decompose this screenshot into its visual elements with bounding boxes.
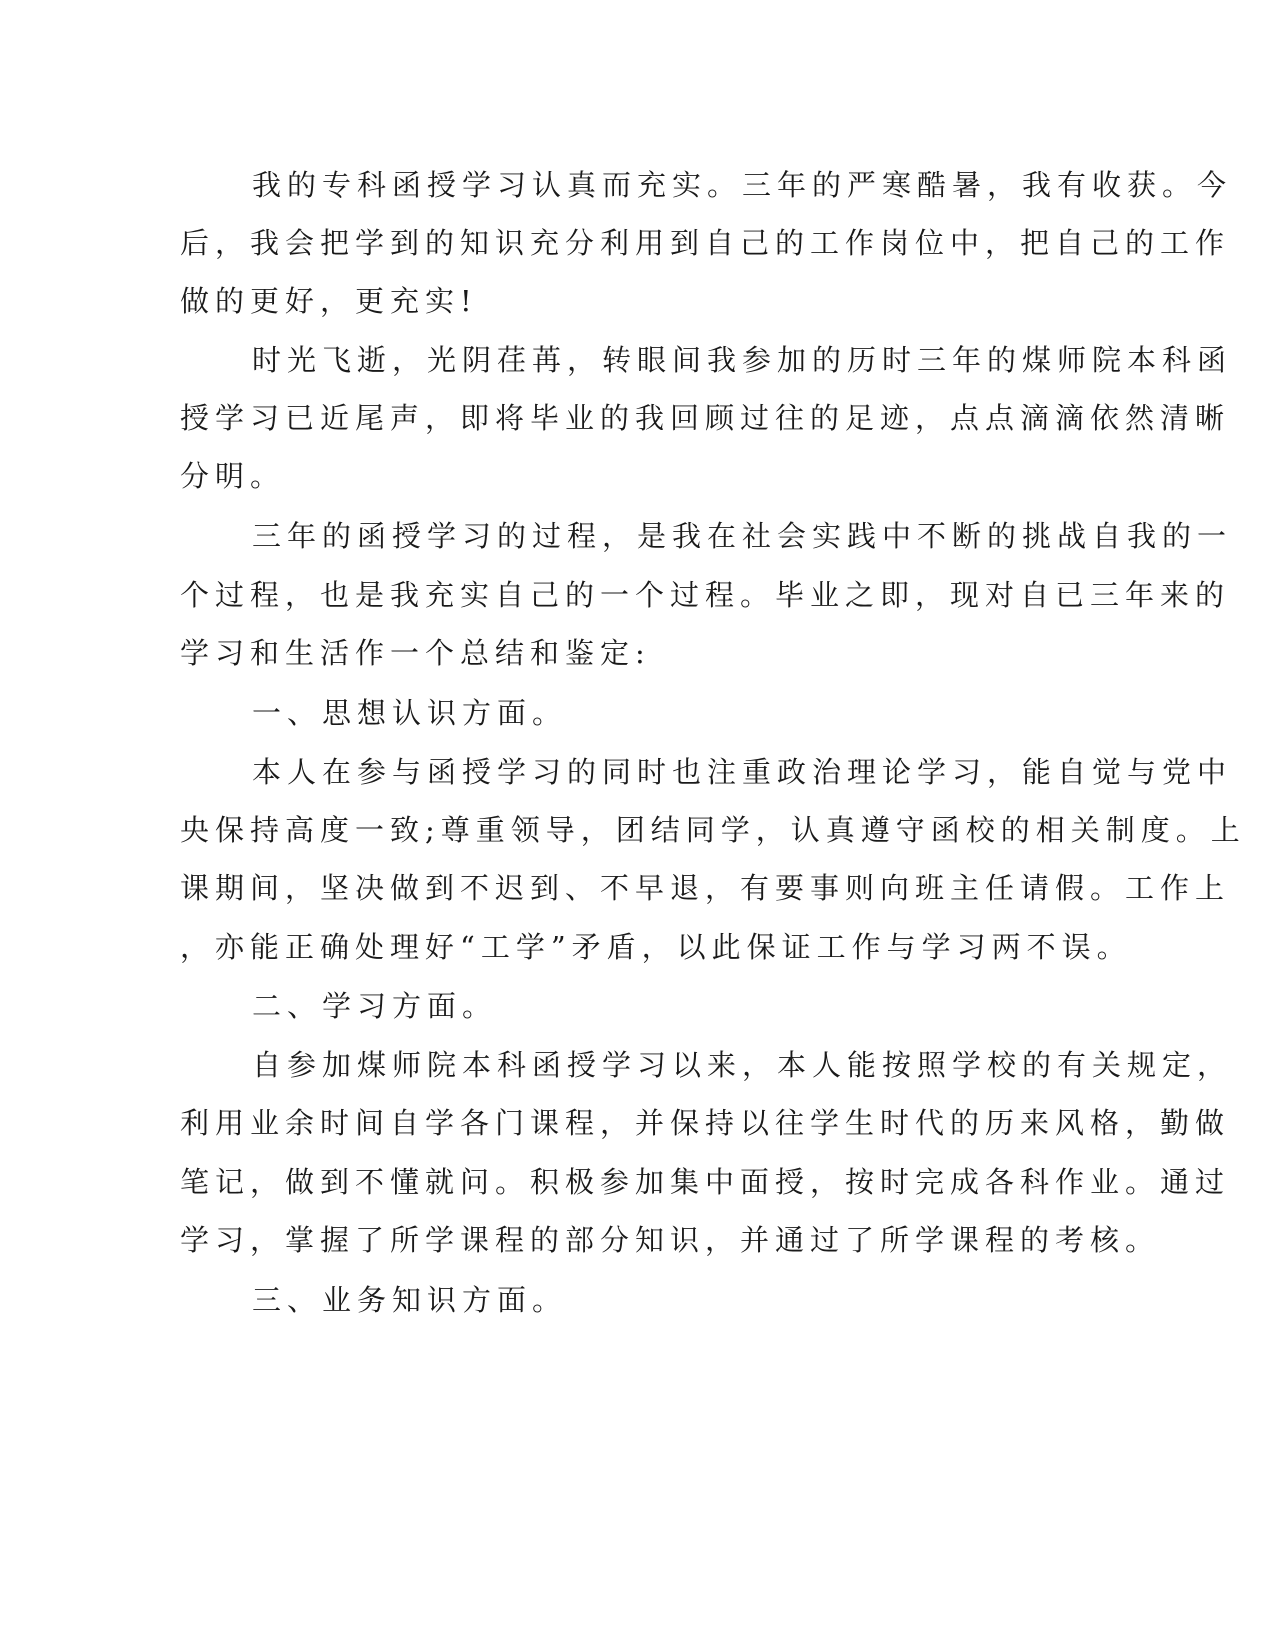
paragraph-line: 学习和生活作一个总结和鉴定: xyxy=(180,636,651,670)
paragraph-line: 自参加煤师院本科函授学习以来，本人能按照学校的有关规定， xyxy=(252,1048,1233,1082)
paragraph-line: 后，我会把学到的知识充分利用到自己的工作岗位中，把自己的工作 xyxy=(180,226,1231,260)
section-heading: 一、思想认识方面。 xyxy=(252,696,568,730)
paragraph-line: 我的专科函授学习认真而充实。三年的严寒酷暑，我有收获。今 xyxy=(252,168,1233,202)
paragraph-line: 三年的函授学习的过程，是我在社会实践中不断的挑战自我的一 xyxy=(252,519,1233,553)
paragraph-line: ，亦能正确处理好“工学”矛盾，以此保证工作与学习两不误。 xyxy=(180,930,1132,964)
section-heading: 二、学习方面。 xyxy=(252,989,498,1023)
paragraph-line: 本人在参与函授学习的同时也注重政治理论学习，能自觉与党中 xyxy=(252,755,1233,789)
paragraph-line: 授学习已近尾声，即将毕业的我回顾过往的足迹，点点滴滴依然清晰 xyxy=(180,401,1231,435)
section-heading: 三、业务知识方面。 xyxy=(252,1283,568,1317)
paragraph-line: 分明。 xyxy=(180,459,286,493)
paragraph-line: 学习，掌握了所学课程的部分知识，并通过了所学课程的考核。 xyxy=(180,1223,1161,1257)
paragraph-line: 课期间，坚决做到不迟到、不早退，有要事则向班主任请假。工作上 xyxy=(180,871,1231,905)
paragraph-line: 做的更好，更充实! xyxy=(180,284,478,318)
paragraph-line: 时光飞逝，光阴荏苒，转眼间我参加的历时三年的煤师院本科函 xyxy=(252,343,1233,377)
paragraph-line: 笔记，做到不懂就问。积极参加集中面授，按时完成各科作业。通过 xyxy=(180,1165,1231,1199)
paragraph-line: 利用业余时间自学各门课程，并保持以往学生时代的历来风格，勤做 xyxy=(180,1106,1231,1140)
paragraph-line: 个过程，也是我充实自己的一个过程。毕业之即，现对自已三年来的 xyxy=(180,578,1231,612)
paragraph-line: 央保持高度一致;尊重领导，团结同学，认真遵守函校的相关制度。上 xyxy=(180,813,1246,847)
